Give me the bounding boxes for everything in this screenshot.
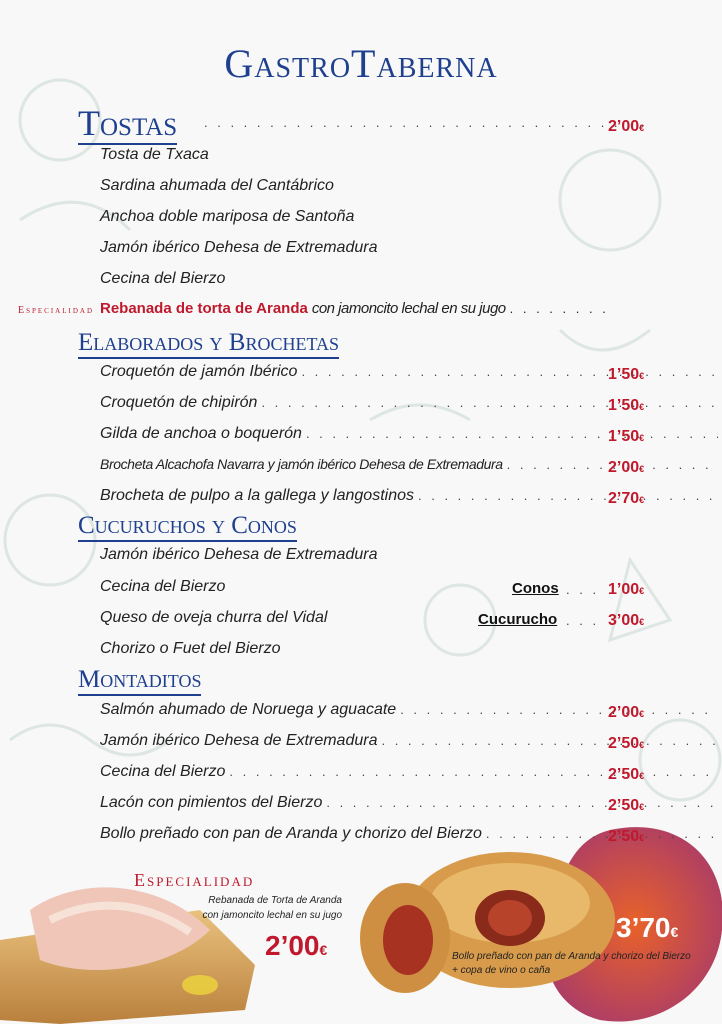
menu-item-row: Croquetón de chipirón . . . xyxy=(100,394,722,418)
cucurucho-item: Jamón ibérico Dehesa de Extremadura xyxy=(100,546,378,563)
promo-bollo-price: 3’70€ xyxy=(616,912,679,943)
item-price: 2’50€ xyxy=(608,828,645,845)
conos-price: 1’00€ xyxy=(608,581,645,598)
section-title-cucuruchos: Cucuruchos y Conos xyxy=(78,513,297,542)
item-price: 2’50€ xyxy=(608,797,645,814)
tostas-item: Jamón ibérico Dehesa de Extremadura xyxy=(100,239,378,256)
item-price: 2’50€ xyxy=(608,766,645,783)
item-price: 2’00€ xyxy=(608,459,645,476)
tostas-item: Anchoa doble mariposa de Santoña xyxy=(100,208,355,225)
item-price: 2’70€ xyxy=(608,490,645,507)
tostas-item: Cecina del Bierzo xyxy=(100,270,226,287)
menu-item-row: Brocheta de pulpo a la gallega y langostinos . . . xyxy=(100,487,722,511)
especialidad-strong: Rebanada de torta de Aranda xyxy=(100,300,308,317)
dot-leader xyxy=(204,115,654,130)
promo-especialidad-description: Rebanada de Torta de Aranda con jamoncito lechal en su jugo xyxy=(202,895,342,921)
especialidad-tail: con jamoncito lechal en su jugo xyxy=(311,300,506,317)
especialidad-line xyxy=(100,300,612,317)
section-title-montaditos: Montaditos xyxy=(78,667,201,696)
page-title: GastroTaberna xyxy=(224,41,498,86)
item-price: 1’50€ xyxy=(608,366,645,383)
menu-item-row: Cecina del Bierzo . . . xyxy=(100,763,722,787)
dot-leader: . . . xyxy=(566,582,600,597)
menu-item-row: Salmón ahumado de Noruega y aguacate . . . xyxy=(100,701,722,725)
item-price: 1’50€ xyxy=(608,397,645,414)
promo-bollo-description: Bollo preñado con pan de Aranda y chorizo del Bierzo + copa de vino o caña xyxy=(452,951,691,976)
tostas-item: Tosta de Txaca xyxy=(100,146,209,163)
conos-label: Conos xyxy=(512,580,559,597)
dot-leader xyxy=(510,301,612,316)
section-title-elaborados: Elaborados y Brochetas xyxy=(78,330,339,359)
dot-leader: . . . xyxy=(566,613,600,628)
menu-item-row: Jamón ibérico Dehesa de Extremadura . . . xyxy=(100,732,722,756)
cucurucho-label: Cucurucho xyxy=(478,611,558,628)
tostas-item: Sardina ahumada del Cantábrico xyxy=(100,177,334,194)
item-price: 1’50€ xyxy=(608,428,645,445)
cucurucho-item: Chorizo o Fuet del Bierzo xyxy=(100,640,281,657)
menu-item-row: Bollo preñado con pan de Aranda y chorizo del Bierzo . . . xyxy=(100,825,722,849)
menu-item-row: Croquetón de jamón Ibérico . . . xyxy=(100,363,722,387)
section-title-tostas: Tostas xyxy=(78,103,178,143)
especialidad-label: Especialidad xyxy=(18,305,94,316)
menu-item-row: Gilda de anchoa o boquerón . . . xyxy=(100,425,722,449)
cucurucho-item: Queso de oveja churra del Vidal xyxy=(100,609,328,626)
menu-item-row: Lacón con pimientos del Bierzo . . . xyxy=(100,794,722,818)
tostas-header-row xyxy=(200,115,658,139)
promo-especialidad-title: Especialidad xyxy=(134,870,255,890)
cucurucho-price: 3’00€ xyxy=(608,612,645,629)
cucurucho-item: Cecina del Bierzo xyxy=(100,578,226,595)
item-price: 2’50€ xyxy=(608,735,645,752)
menu-item-row: Brocheta Alcachofa Navarra y jamón ibérico Dehesa de Extremadura . . . xyxy=(100,456,722,480)
tostas-price: 2’00€ xyxy=(608,118,645,135)
item-price: 2’00€ xyxy=(608,704,645,721)
promo-especialidad-price: 2’00€ xyxy=(265,930,328,961)
